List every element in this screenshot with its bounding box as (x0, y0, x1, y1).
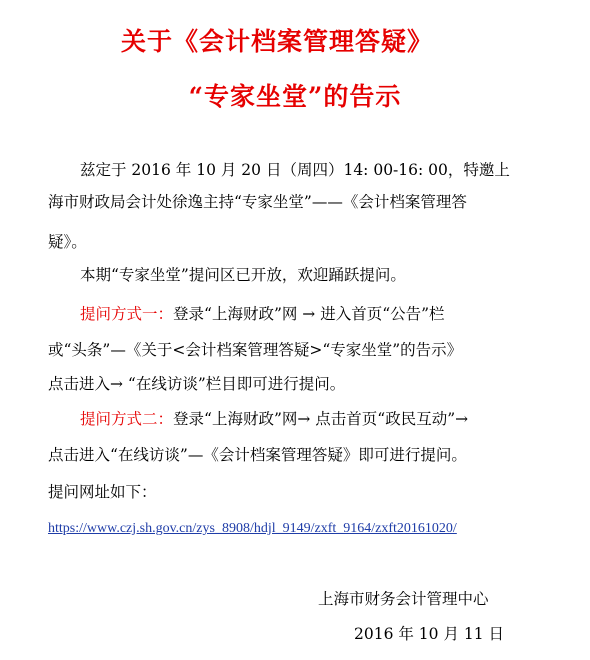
url-label: 提问网址如下： (48, 483, 157, 501)
signature-org: 上海市财务会计管理中心 (318, 590, 489, 608)
method-2-line-2: 点击进入“在线访谈”—《会计档案管理答疑》即可进行提问。 (48, 446, 467, 464)
paragraph-1-line-1: 兹定于 2016 年 10 月 20 日（周四）14: 00-16: 00，特邀上 (80, 161, 510, 179)
method-1-text: 登录“上海财政”网 → 进入首页“公告”栏 (173, 305, 445, 323)
method-2-label: 提问方式二： (80, 410, 174, 428)
paragraph-2: 本期“专家坐堂”提问区已开放，欢迎踊跃提问。 (80, 266, 406, 284)
method-1-label: 提问方式一： (80, 305, 174, 323)
submission-url-link[interactable]: https://www.czj.sh.gov.cn/zys_8908/hdjl_9149/zxft_9164/zxft20161020/ (48, 521, 457, 536)
method-1-line-1 (80, 304, 445, 324)
title-line-1: 关于《会计档案管理答疑》 (120, 27, 433, 56)
paragraph-1-line-3: 疑》。 (48, 233, 87, 251)
method-1-line-2: 或“头条”—《关于<会计档案管理答疑>“专家坐堂”的告示》 (48, 341, 463, 359)
title-line-2: “专家坐堂”的告示 (188, 82, 402, 111)
method-2-text: 登录“上海财政”网→ 点击首页“政民互动”→ (173, 410, 469, 428)
method-2-line-1 (80, 409, 468, 429)
signature-date: 2016 年 10 月 11 日 (354, 625, 505, 643)
url-line (48, 517, 457, 539)
paragraph-1-line-2: 海市财政局会计处徐逸主持“专家坐堂”——《会计档案管理答 (48, 193, 467, 211)
method-1-line-3: 点击进入→ “在线访谈”栏目即可进行提问。 (48, 375, 346, 393)
